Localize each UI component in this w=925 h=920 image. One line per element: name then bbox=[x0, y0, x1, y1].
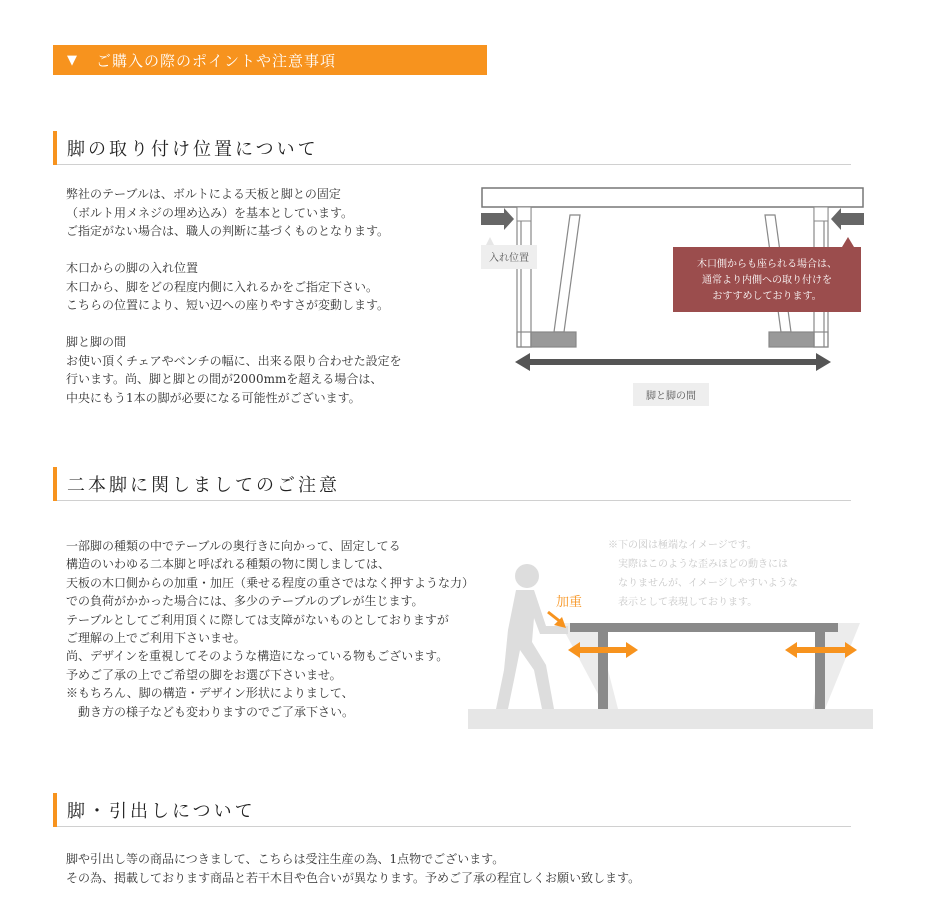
section-title: 脚・引出しについて bbox=[67, 801, 256, 822]
floor bbox=[468, 709, 873, 729]
accent-bar bbox=[53, 131, 57, 165]
section-title: 二本脚に関しましてのご注意 bbox=[67, 475, 340, 496]
text-line: （ボルト用メネジの埋め込み）を基本としています。 bbox=[66, 205, 354, 220]
section-header-legs-drawers bbox=[53, 793, 851, 827]
table-leg bbox=[598, 632, 608, 709]
section-title: 脚の取り付け位置について bbox=[67, 139, 319, 160]
text-line: テーブルとしてご利用頂くに際しては支障がないものとしておりますが bbox=[66, 612, 449, 627]
section-header-two-legs bbox=[53, 467, 851, 501]
text-line: 脚や引出し等の商品につきまして、こちらは受注生産の為、1点物でございます。 bbox=[66, 852, 505, 866]
text-line: 尚、デザインを重視してそのような構造になっている物もございます。 bbox=[66, 649, 449, 664]
arrow-left-icon bbox=[831, 208, 864, 230]
text-line: ※もちろん、脚の構造・デザイン形状によりまして、 bbox=[66, 686, 354, 701]
two-leg-wobble-diagram bbox=[468, 530, 874, 730]
note-line: おすすめしております。 bbox=[712, 291, 822, 302]
text-line: 中央にもう1本の脚が必要になる可能性がございます。 bbox=[66, 390, 361, 405]
section-header-leg-position bbox=[53, 131, 851, 165]
load-label: 加重 bbox=[556, 595, 583, 610]
section1-text bbox=[66, 185, 402, 407]
triangle-down-icon: ▼ bbox=[67, 52, 78, 68]
notice-banner bbox=[53, 45, 487, 75]
text-line: お使い頂くチェアやベンチの幅に、出来る限り合わせた設定を bbox=[66, 353, 402, 368]
text-line: 天板の木口側からの加重・加圧（乗せる程度の重さではなく押すような力） bbox=[66, 575, 475, 590]
text-line: 一部脚の種類の中でテーブルの奥行きに向かって、固定してる bbox=[66, 539, 401, 553]
text-line: 木口からの脚の入れ位置 bbox=[66, 261, 199, 275]
text-line: ご理解の上でご利用下さいませ。 bbox=[66, 631, 246, 646]
text-line: 弊社のテーブルは、ボルトによる天板と脚との固定 bbox=[66, 187, 341, 201]
tabletop bbox=[482, 188, 863, 207]
text-line: 動き方の様子なども変わりますのでご了承下さい。 bbox=[66, 704, 355, 719]
note-line: 木口側からも座られる場合は、 bbox=[697, 259, 837, 270]
table-top bbox=[570, 623, 838, 632]
text-line: 行います。尚、脚と脚との間が2000mmを超える場合は、 bbox=[66, 372, 383, 386]
entry-position-label: 入れ位置 bbox=[489, 253, 529, 264]
leg-position-diagram bbox=[478, 185, 868, 410]
note-line: なりませんが、イメージしやすいような bbox=[608, 578, 798, 589]
text-line: こちらの位置により、短い辺への座りやすさが変動します。 bbox=[66, 298, 390, 312]
text-line: その為、掲載しております商品と若干木目や色合いが異なります。予めご了承の程宜しくお願い致します。 bbox=[66, 870, 641, 885]
section3-text bbox=[66, 850, 640, 887]
text-line: 構造のいわゆる二本脚と呼ばれる種類の物に関しましては、 bbox=[66, 557, 391, 572]
table-leg bbox=[815, 632, 825, 709]
note-line: 表示として表現しております。 bbox=[608, 597, 758, 608]
text-line: ご指定がない場合は、職人の判断に基づくものとなります。 bbox=[66, 224, 390, 238]
leg-span-label: 脚と脚の間 bbox=[646, 391, 696, 402]
note-line: ※下の図は極端なイメージです。 bbox=[608, 540, 757, 551]
text-line: 脚と脚の間 bbox=[66, 335, 127, 349]
accent-bar bbox=[53, 467, 57, 501]
load-arrow-icon bbox=[548, 612, 566, 628]
text-line: 木口から、脚をどの程度内側に入れるかをご指定下さい。 bbox=[66, 279, 379, 294]
text-line: 予めご了承の上でご希望の脚をお選び下さいませ。 bbox=[66, 667, 342, 682]
note-line: 通常より内側への取り付けを bbox=[702, 275, 832, 286]
accent-bar bbox=[53, 793, 57, 827]
note-line: 実際はこのような歪みほどの動きには bbox=[608, 559, 788, 570]
arrow-right-icon bbox=[481, 208, 514, 230]
banner-text: ご購入の際のポイントや注意事項 bbox=[96, 51, 337, 70]
double-arrow-icon bbox=[515, 353, 831, 371]
person-pushing-icon bbox=[496, 564, 568, 709]
text-line: での負荷がかかった場合には、多少のテーブルのブレが生じます。 bbox=[66, 594, 424, 609]
section2-text bbox=[66, 537, 474, 721]
left-leg bbox=[517, 207, 580, 347]
